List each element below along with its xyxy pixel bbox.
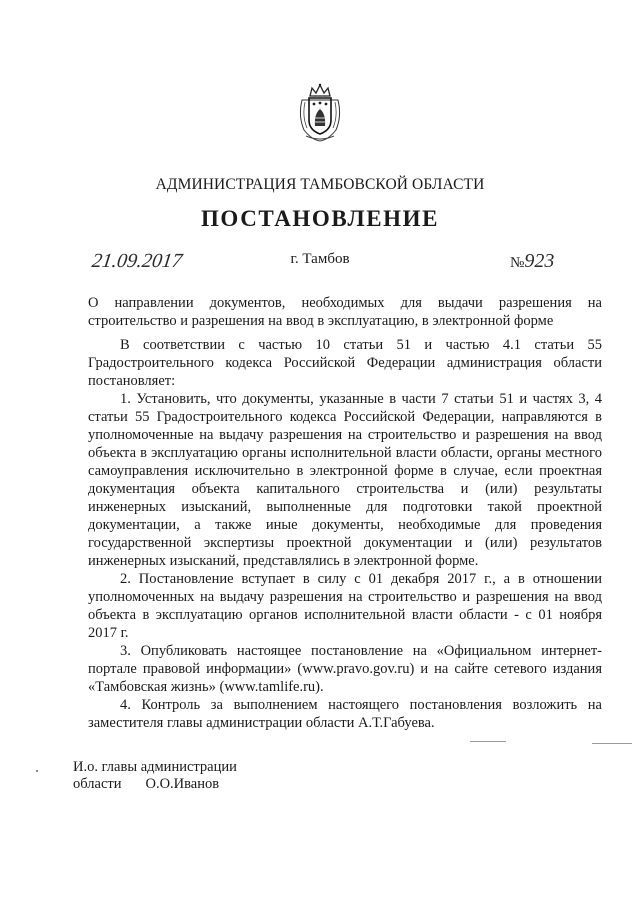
document-city: г. Тамбов <box>290 251 350 267</box>
document-subject: О направлении документов, необходимых для выдачи разрешения на строительство и разрешения на ввод в эксплуатацию, в электронной форме <box>88 295 602 329</box>
signatory-name: О.О.Иванов <box>145 776 220 792</box>
scan-line-artifact <box>470 741 506 742</box>
document-number <box>510 250 554 273</box>
number-prefix: № <box>510 255 525 271</box>
document-type-title: ПОСТАНОВЛЕНИЕ <box>200 206 440 231</box>
document-date: 21.09.2017 <box>90 250 184 272</box>
clause-4: 4. Контроль за выполнением настоящего постановления возложить на заместителя главы администрации области А.Т.Габуева. <box>88 697 602 731</box>
signatory-position: И.о. главы администрации <box>73 759 237 775</box>
number-value: 923 <box>524 250 555 272</box>
signatory-position-cont: области <box>73 776 122 792</box>
clause-1: 1. Установить, что документы, указанные в части 7 статьи 51 и частях 3, 4 статьи 55 Градостроительного кодекса Российской Федерации, направляются в уполномоченные на выдачу разрешения на строительство и разрешения на ввод объекта в эксплуатацию органы исполнительной власти области, органы местного самоуправления исключительно в электронной форме в случае, если проектная документация объекта капитального строительства и (или) результаты инженерных изысканий, выполненные для подготовки такой проектной документации, а также иные документы, необходимые для проведения государственной экспертизы проектной документации и (или) результатов инженерных изысканий, представлялись в электронной форме. <box>88 391 602 569</box>
preamble-paragraph: В соответствии с частью 10 статьи 51 и частью 4.1 статьи 55 Градостроительного кодекса Российской Федерации администрация области постановляет: <box>88 337 602 389</box>
issuing-authority: АДМИНИСТРАЦИЯ ТАМБОВСКОЙ ОБЛАСТИ <box>155 176 485 193</box>
scan-dot-artifact <box>36 770 38 772</box>
document-body <box>88 336 602 732</box>
signature-block <box>73 759 237 793</box>
clause-3: 3. Опубликовать настоящее постановление на «Официальном интернет-портале правовой информации» (www.pravo.gov.ru) и на сайте сетевого издания «Тамбовская жизнь» (www.tamlife.ru). <box>88 643 602 695</box>
scan-line-artifact <box>592 743 632 744</box>
clause-2: 2. Постановление вступает в силу с 01 декабря 2017 г., а в отношении уполномоченных на выдачу разрешения на строительство и разрешения на ввод объекта в эксплуатацию органов исполнительной власти области - с 01 ноября 2017 г. <box>88 571 602 641</box>
coat-of-arms-icon <box>296 82 344 142</box>
